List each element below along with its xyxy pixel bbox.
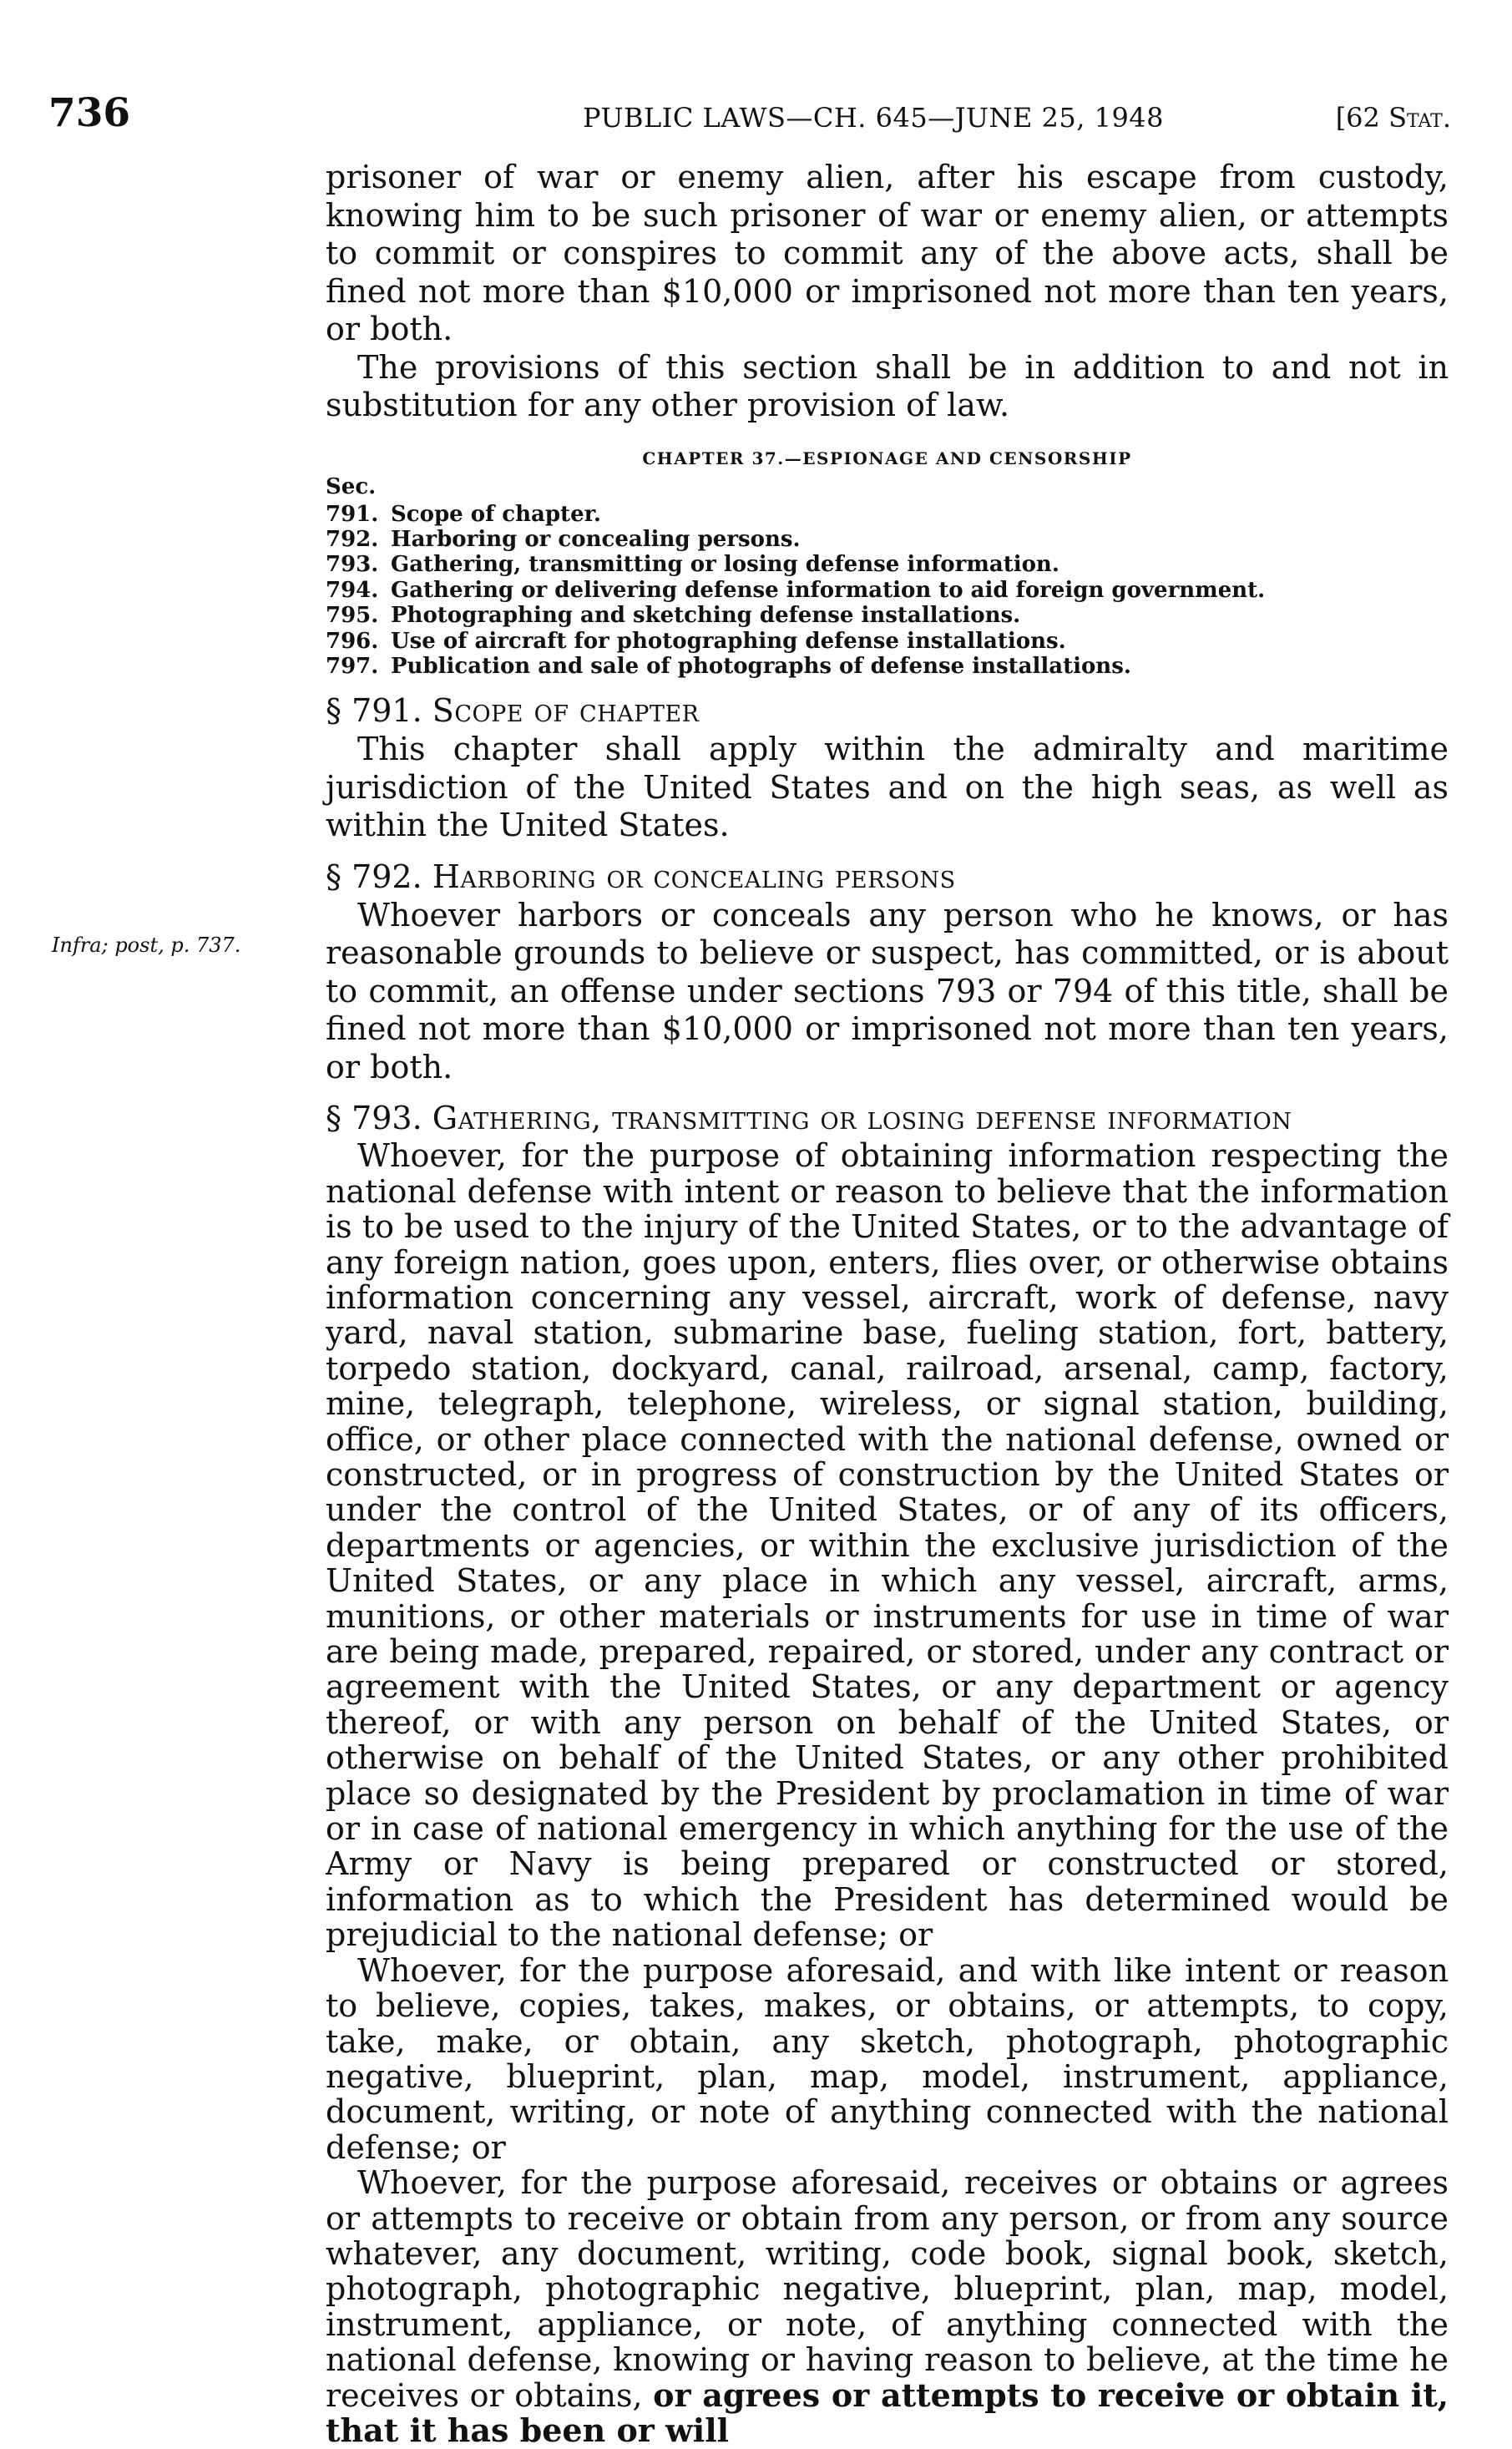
toc-title: Use of aircraft for photographing defense installations. <box>391 628 1066 654</box>
section-793-paragraph-2: Whoever, for the purpose aforesaid, and with like intent or reason to believe, copies, takes, makes, or obtains, or attempts, to copy, take, make, or obtain, any sketch, photograph, photographic negative, blueprint, plan, map, model, instrument, appliance, document, writing, or note of anything connected with the national defense; or <box>326 1951 1449 2166</box>
toc-title: Photographing and sketching defense installations. <box>391 603 1021 629</box>
toc-item <box>326 502 1449 527</box>
toc-number: 793. <box>326 552 379 578</box>
intro-paragraph-provisions: The provisions of this section shall be in addition to and not in substitution for any other provision of law. <box>326 348 1449 423</box>
toc-title: Scope of chapter. <box>391 501 601 527</box>
paragraph-3-ending: or agrees or attempts to receive or obtain it, that it has been or will <box>326 2376 1449 2449</box>
toc-item <box>326 603 1449 628</box>
section-793-paragraph-1: Whoever, for the purpose of obtaining information respecting the national defense with intent or reason to believe that the information is to be used to the injury of the United States, or to the advantage of any foreign nation, goes upon, enters, flies over, or otherwise obtains information concerning any vessel, aircraft, work of defense, navy yard, naval station, submarine base, fueling station, fort, battery, torpedo station, dockyard, canal, railroad, arsenal, camp, factory, mine, telegraph, telephone, wireless, or signal station, building, office, or other place connected with the national defense, owned or constructed, or in progress of construction by the United States or under the control of the United States, or of any of its officers, departments or agencies, or within the exclusive jurisdiction of the United States, or any place in which any vessel, aircraft, arms, munitions, or other materials or instruments for use in time of war are being made, prepared, repaired, or stored, under any contract or agreement with the United States, or any department or agency thereof, or with any person on behalf of the United States, or otherwise on behalf of the United States, or any other prohibited place so designated by the President by proclamation in time of war or in case of national emergency in which anything for the use of the Army or Navy is being prepared or constructed or stored, information as to which the President has determined would be prejudicial to the national defense; or <box>326 1137 1449 1954</box>
toc-title: Gathering, transmitting or losing defense information. <box>391 552 1059 578</box>
section-symbol: § 793. <box>326 1100 422 1137</box>
table-of-sections <box>326 502 1449 680</box>
toc-number: 795. <box>326 603 379 629</box>
section-title: Gathering, transmitting or losing defense information <box>432 1100 1292 1137</box>
toc-number: 791. <box>326 501 379 527</box>
running-head: PUBLIC LAWS—CH. 645—JUNE 25, 1948 <box>583 102 1165 134</box>
section-title: Harboring or concealing persons <box>432 858 956 895</box>
toc-item <box>326 629 1449 654</box>
section-792-text: Whoever harbors or conceals any person who he knows, or has reasonable grounds to believe or suspect, has committed, or is about to commit, an offense under sections 793 or 794 of this title, shall be fined not more than $10,000 or imprisoned not more than ten years, or both. <box>326 896 1449 1085</box>
toc-number: 792. <box>326 526 379 552</box>
section-791-heading <box>326 691 1449 731</box>
toc-number: 796. <box>326 628 379 654</box>
toc-title: Harboring or concealing persons. <box>391 526 801 552</box>
toc-title: Publication and sale of photographs of defense installations. <box>391 653 1131 679</box>
margin-note: Infra; post, p. 737. <box>52 934 241 957</box>
page-body <box>326 159 1449 2448</box>
section-792-heading <box>326 857 1449 897</box>
toc-item <box>326 527 1449 552</box>
paragraph-3-text: Whoever, for the purpose aforesaid, receives or obtains or agrees or attempts to receive or obtain from any person, or from any source whatever, any document, writing, code book, signal book, sketch, photograph, photographic negative, blueprint, plan, map, model, instrument, appliance, or note, of anything connected with the national defense, knowing or having reason to believe, at the time he receives or obtains, <box>326 2164 1449 2414</box>
section-793-body <box>326 1138 1449 2448</box>
toc-title: Gathering or delivering defense information to aid foreign government. <box>391 577 1266 603</box>
statute-reference: [62 Stat. <box>1335 102 1451 134</box>
intro-paragraph: prisoner of war or enemy alien, after his escape from custody, knowing him to be such prisoner of war or enemy alien, or attempts to commit or conspires to commit any of the above acts, shall be fined not more than $10,000 or imprisoned not more than ten years, or both. <box>326 159 1449 347</box>
page-number: 736 <box>48 90 131 136</box>
section-title: Scope of chapter <box>432 692 700 730</box>
section-symbol: § 791. <box>326 692 422 730</box>
section-791-text: This chapter shall apply within the admiralty and maritime jurisdiction of the United States and on the high seas, as well as within the United States. <box>326 731 1449 844</box>
toc-item <box>326 654 1449 679</box>
chapter-title: CHAPTER 37.—ESPIONAGE AND CENSORSHIP <box>642 448 1132 468</box>
section-793-heading <box>326 1098 1449 1138</box>
toc-number: 794. <box>326 577 379 603</box>
toc-item <box>326 578 1449 603</box>
toc-number: 797. <box>326 653 379 679</box>
page-header <box>48 90 1451 140</box>
toc-sec-label: Sec. <box>326 473 377 499</box>
section-symbol: § 792. <box>326 858 422 895</box>
toc-item <box>326 552 1449 577</box>
section-793-paragraph-3 <box>326 2165 1449 2448</box>
